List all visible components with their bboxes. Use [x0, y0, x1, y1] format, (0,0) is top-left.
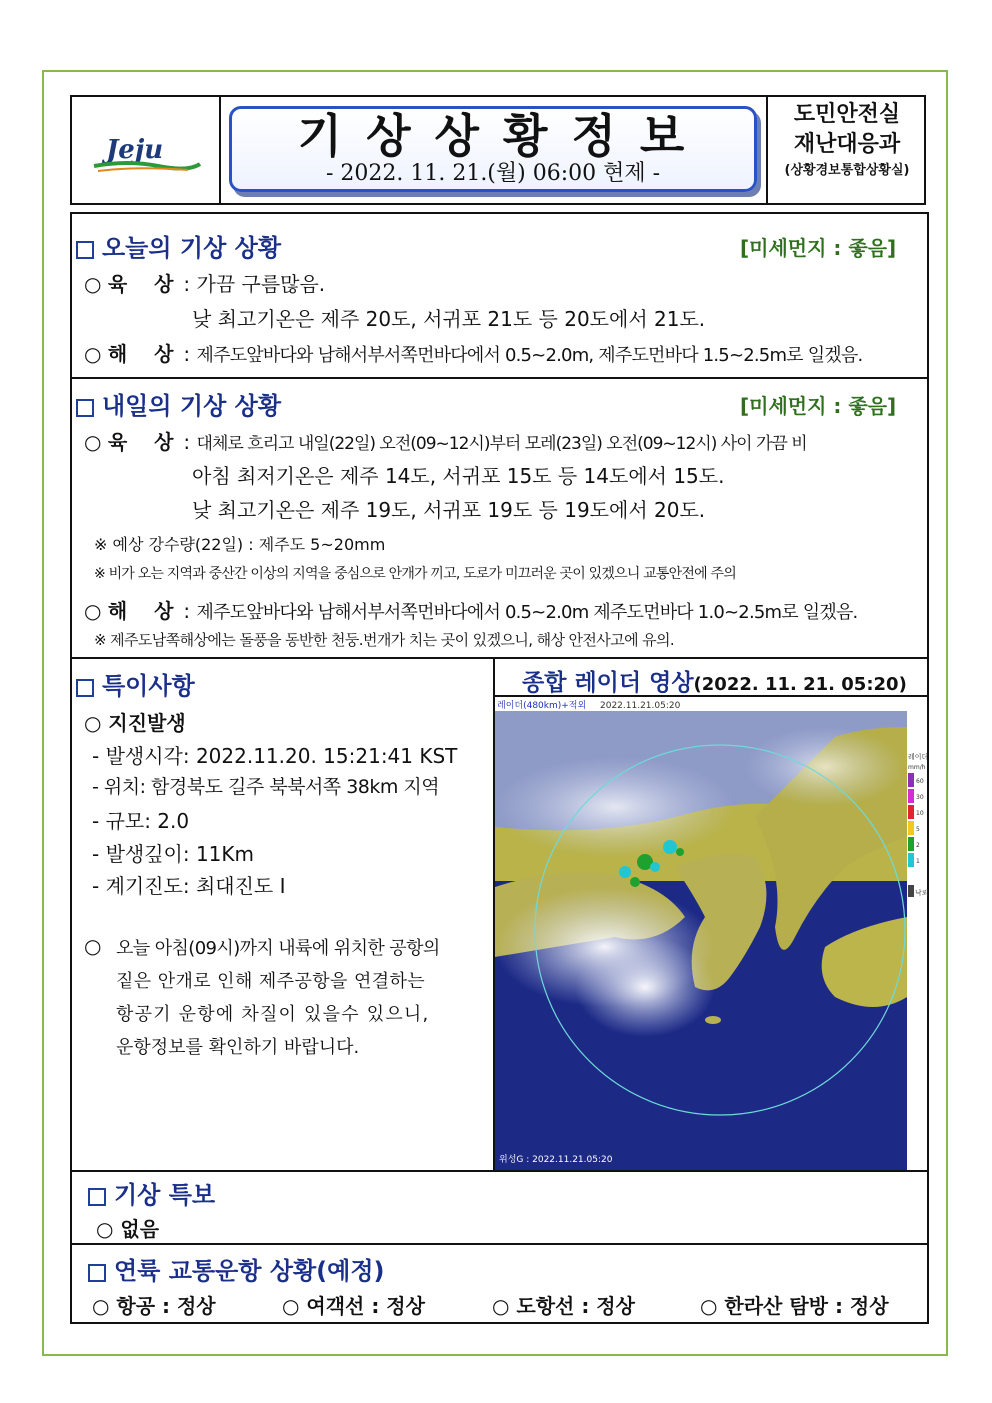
- legend-value: 30: [916, 794, 924, 801]
- radar-title: 종합 레이더 영상(2022. 11. 21. 05:20): [522, 670, 907, 696]
- tomorrow-land-line3: 낮 최고기온은 제주 19도, 서귀포 19도 등 19도에서 20도.: [192, 498, 706, 522]
- circle-icon: ○: [84, 599, 102, 623]
- traffic-title: 연륙 교통운항 상황(예정): [88, 1251, 385, 1286]
- title-banner: [229, 106, 757, 192]
- circle-icon: ○: [84, 430, 102, 454]
- date-line: - 2022. 11. 21.(월) 06:00 현제 -: [325, 161, 661, 186]
- circle-icon: ○: [84, 711, 102, 735]
- tomorrow-note3: ※ 제주도남쪽해상에는 돌풍을 동반한 천둥.번개가 치는 곳이 있겠으니, 해상 안전사고에 유의.: [94, 631, 675, 649]
- quake-intensity: - 계기진도: 최대진도 Ⅰ: [92, 874, 286, 898]
- circle-icon: ○: [84, 934, 102, 958]
- fog-line2: 짙은 안개로 인해 제주공항을 연결하는: [116, 971, 426, 992]
- legend-value: 5: [916, 826, 920, 833]
- traffic-hallasan: ○ 한라산 탐방 : 정상: [700, 1294, 889, 1318]
- special-title: 특이사항: [76, 666, 195, 701]
- quake-location: - 위치: 함경북도 길주 북북서쪽 38km 지역: [92, 776, 440, 798]
- legend-swatch: [908, 837, 914, 851]
- tomorrow-sea-label: 해 상: [107, 599, 184, 623]
- legend-unit: mm/h: [908, 764, 926, 771]
- dept-line2: 재난대응과: [793, 132, 901, 157]
- dept-line3: (상황경보통합상황실): [784, 163, 910, 178]
- tomorrow-sea-line1: 제주도앞바다와 남해서부서쪽먼바다에서 0.5~2.0m 제주도먼바다 1.0~2.5m로 일겠음.: [196, 602, 858, 623]
- today-land-label: 육 상: [107, 272, 184, 296]
- fog-line1: 오늘 아침(09시)까지 내륙에 위치한 공항의: [116, 938, 440, 959]
- checkbox-square-icon: [76, 241, 94, 259]
- quake-depth: - 발생깊이: 11Km: [92, 842, 254, 866]
- radar-footer: 위성G : 2022.11.21.05:20: [499, 1155, 613, 1165]
- legend-title: 레이더: [908, 753, 929, 761]
- checkbox-square-icon: [76, 399, 94, 417]
- today-title: 오늘의 기상 상황: [76, 228, 281, 263]
- legend-swatch: [908, 773, 914, 787]
- today-sea-label: 해 상: [107, 342, 184, 366]
- tomorrow-note1: ※ 예상 강수량(22일) : 제주도 5~20mm: [94, 535, 386, 554]
- traffic-ferry: ○ 여객선 : 정상: [282, 1294, 425, 1318]
- radar-image: [495, 697, 927, 1170]
- jeju-logo: [88, 128, 203, 176]
- quake-title: 지진발생: [108, 711, 186, 735]
- legend-swatch: [908, 805, 914, 819]
- tomorrow-dust: [미세먼지 : 좋음]: [740, 394, 897, 418]
- fog-line3: 항공기 운항에 차질이 있을수 있으니,: [116, 1004, 430, 1025]
- circle-icon: ○: [84, 272, 102, 296]
- today-land-line1: 가끔 구름많음.: [196, 272, 326, 296]
- tomorrow-land-label: 육 상: [107, 430, 184, 454]
- traffic-boat: ○ 도항선 : 정상: [492, 1294, 635, 1318]
- legend-swatch: [908, 789, 914, 803]
- today-dust: [미세먼지 : 좋음]: [740, 236, 897, 260]
- checkbox-square-icon: [88, 1188, 106, 1206]
- checkbox-square-icon: [76, 679, 94, 697]
- fog-line4: 운항정보를 확인하기 바랍니다.: [116, 1037, 360, 1058]
- quake-time: - 발생시각: 2022.11.20. 15:21:41 KST: [92, 744, 458, 768]
- warning-value: ○ 없음: [96, 1217, 160, 1241]
- legend-swatch: [908, 821, 914, 835]
- legend-value: 60: [916, 778, 924, 785]
- today-sea-line1: 제주도앞바다와 남해서부서쪽먼바다에서 0.5~2.0m, 제주도먼바다 1.5~2.5m로 일겠음.: [196, 345, 863, 366]
- page-title: 기 상 상 황 정 보: [297, 109, 689, 163]
- legend-value: 1: [916, 858, 920, 865]
- logo-text: Jeju: [106, 135, 164, 165]
- traffic-air: ○ 항공 : 정상: [92, 1294, 216, 1318]
- legend-value: 2: [916, 842, 920, 849]
- tomorrow-land-line1: 대체로 흐리고 내일(22일) 오전(09~12시)부터 모레(23일) 오전(09~12시) 사이 가끔 비: [196, 434, 807, 454]
- warning-title: 기상 특보: [88, 1175, 215, 1210]
- legend-value: 10: [916, 810, 924, 817]
- circle-icon: ○: [84, 342, 102, 366]
- today-land-line2: 낮 최고기온은 제주 20도, 서귀포 21도 등 20도에서 21도.: [192, 307, 706, 331]
- checkbox-square-icon: [88, 1264, 106, 1282]
- tomorrow-title: 내일의 기상 상황: [76, 386, 281, 421]
- legend-swatch: [908, 853, 914, 867]
- tomorrow-note2: ※ 비가 오는 지역과 중산간 이상의 지역을 중심으로 안개가 끼고, 도로가 미끄러운 곳이 있겠으니 교통안전에 주의: [94, 566, 736, 582]
- tomorrow-land-line2: 아침 최저기온은 제주 14도, 서귀포 15도 등 14도에서 15도.: [192, 464, 725, 488]
- radar-header-left: 레이더(480km)+적외: [497, 701, 587, 711]
- quake-magnitude: - 규모: 2.0: [92, 809, 190, 833]
- legend-bottom: 낙뢰: [915, 889, 929, 897]
- radar-header-right: 2022.11.21.05:20: [600, 701, 681, 711]
- dept-line1: 도민안전실: [793, 102, 901, 127]
